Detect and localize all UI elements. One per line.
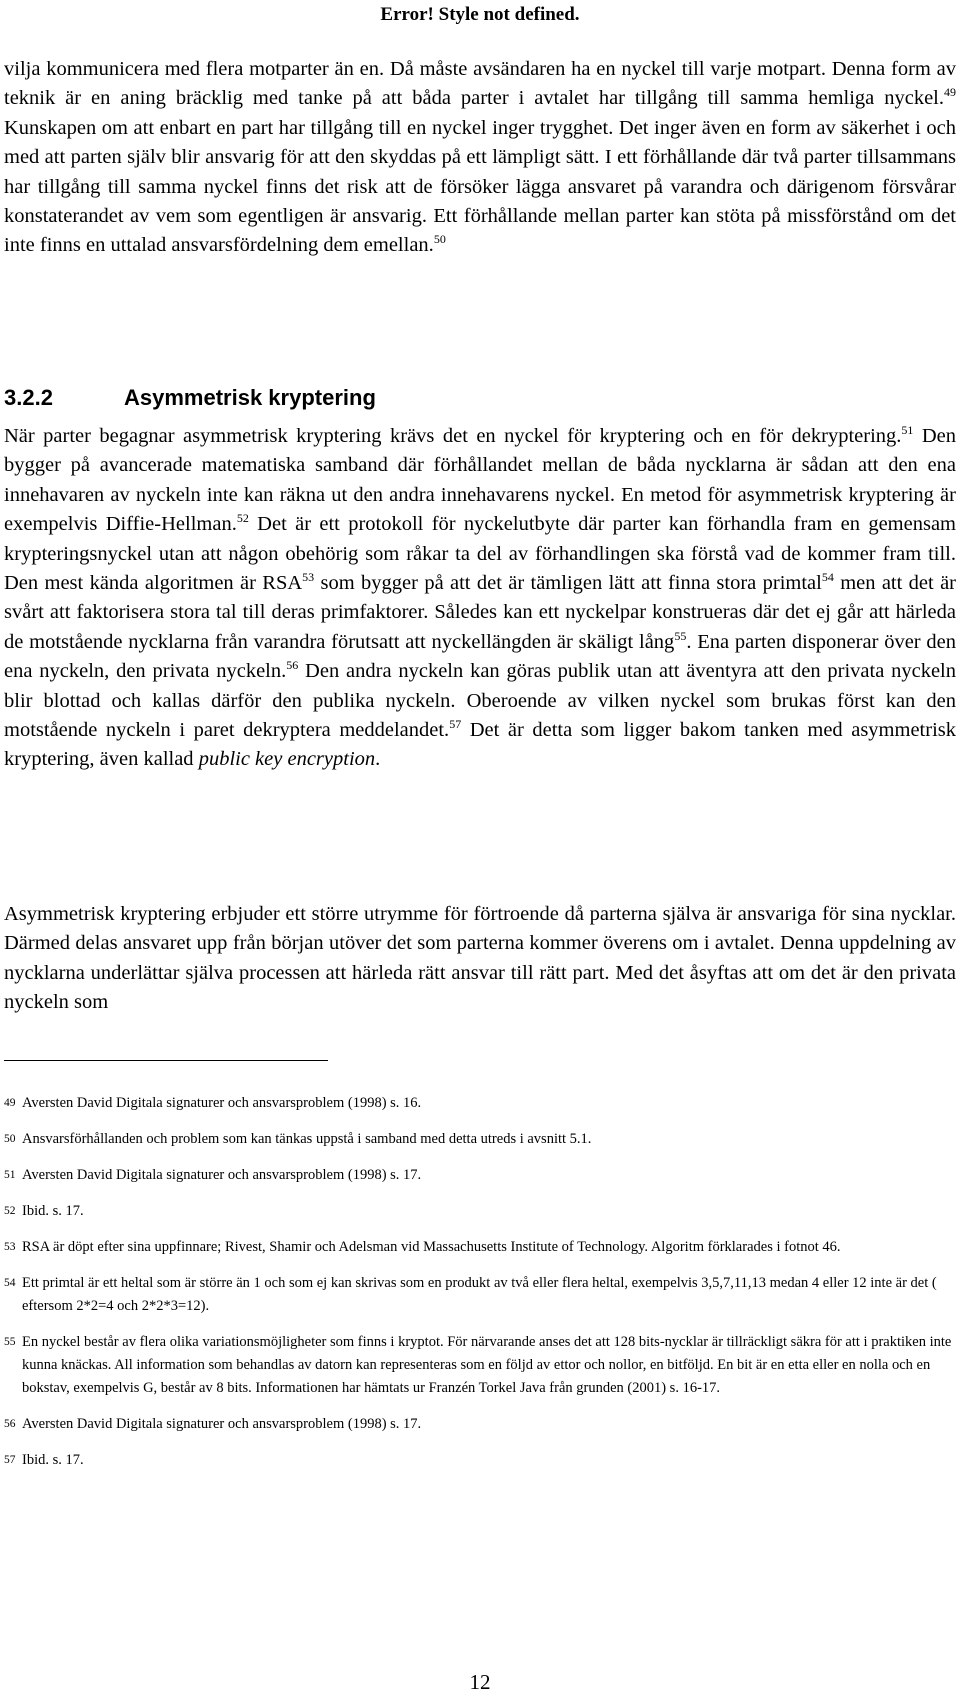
section-title: Asymmetrisk kryptering: [124, 385, 376, 410]
footnote-divider: [4, 1060, 328, 1061]
footnote-number: 53: [4, 1241, 16, 1253]
footnote-item: [4, 1331, 956, 1400]
footnote-item: [4, 1236, 956, 1259]
paragraph-text: Det är ett protokoll för nyckelutbyte där parter kan förhandla fram en gemensam krypteringsnyckel utan att någon obehörig som råkar ta del av förhandlingen ska förstå vad de kommer fram till. Den mest kända algoritmen är RSA: [4, 513, 957, 595]
footnote-item: [4, 1200, 956, 1223]
footnote-number: 49: [4, 1097, 16, 1109]
footnote-text: Ansvarsförhållanden och problem som kan tänkas uppstå i samband med detta utreds i avsnitt 5.1.: [22, 1131, 592, 1147]
footnote-number: 54: [4, 1277, 16, 1289]
footnote-text: Ibid. s. 17.: [22, 1452, 84, 1468]
paragraph-text: som bygger på att det är tämligen lätt att finna stora primtal: [314, 572, 822, 595]
footnote-item: [4, 1164, 956, 1187]
paragraph-text: men att det är svårt att faktorisera stora tal till deras primfaktorer. Således kan ett nyckelpar konstrueras där det ej går att härleda de motstående nycklarna från varandra förutsatt att nyckellängden är skäligt lång: [4, 572, 956, 653]
paragraph-text: . Ena parten disponerar över den ena nyckeln, den privata nyckeln.: [4, 630, 956, 683]
footnote-ref[interactable]: 55: [674, 629, 687, 644]
footnote-text: Ibid. s. 17.: [22, 1203, 84, 1219]
paragraph-text: När parter begagnar asymmetrisk kryptering krävs det en nyckel för kryptering och en för dekryptering.: [4, 425, 902, 447]
paragraph-text: Kunskapen om att enbart en part har tillgång till en nyckel inger trygghet. Det inger även en form av säkerhet i och med att parten själv blir ansvarig för att den skyddas på ett lämpligt sätt. I ett förhållande där två parter tillsammans har tillgång till samma nyckel finns det risk att de försöker lägga ansvaret på varandra och därigenom försvårar konstaterandet av vem som egentligen är ansvarig. Ett förhållande mellan parter kan stöta på missförstånd om det inte finns en uttalad ansvarsfördelning dem emellan.: [4, 116, 956, 257]
footnote-ref[interactable]: 51: [901, 423, 914, 438]
footnote-item: [4, 1092, 956, 1115]
paragraph-text: vilja kommunicera med flera motparter än en. Då måste avsändaren ha en nyckel till varje motpart. Denna form av teknik är en aning bräcklig med tanke på att båda parter i avtalet har tillgång till samma hemliga nyckel.: [4, 58, 956, 110]
footnote-number: 56: [4, 1418, 16, 1430]
footnote-item: [4, 1128, 956, 1151]
footnote-item: [4, 1449, 956, 1472]
footnote-ref[interactable]: 56: [286, 658, 299, 673]
footnote-ref[interactable]: 52: [236, 511, 249, 526]
footnote-ref[interactable]: 49: [944, 85, 956, 100]
footnote-item: [4, 1272, 956, 1318]
paragraph-text: Den andra nyckeln kan göras publik utan att äventyra att den privata nyckeln blir blottad och kallas därför den publika nyckeln. Oberoende av vilken nyckel som brukas först kan den motstående nyckeln i paret dekryptera meddelandet.: [4, 660, 957, 742]
footnote-ref[interactable]: 57: [449, 717, 462, 732]
footnote-text: Ett primtal är ett heltal som är större än 1 och som ej kan skrivas som en produkt av två eller flera heltal, exempelvis 3,5,7,11,13 medan 4 eller 12 inte är det ( eftersom 2*2=4 och 2*2*3=12).: [22, 1275, 937, 1314]
paragraph-text: Asymmetrisk kryptering erbjuder ett större utrymme för förtroende då parterna själva är ansvariga för sina nycklar. Därmed delas ansvaret upp från början utöver det som parterna kommer överens om i avtalet. Denna uppdelning av nycklarna underlättar själva processen att härleda rätt ansvar till rätt part. Med det åsyftas att om det är den privata nyckeln som: [4, 903, 956, 1014]
footnote-number: 51: [4, 1169, 16, 1181]
paragraph-asymmetric: [4, 422, 956, 775]
paragraph-intro: [4, 55, 956, 261]
footnote-text: Aversten David Digitala signaturer och ansvarsproblem (1998) s. 17.: [22, 1416, 422, 1432]
paragraph-text: Det är detta som ligger bakom tanken med asymmetrisk kryptering, även kallad: [4, 719, 956, 771]
footnote-ref[interactable]: 53: [302, 570, 315, 585]
footnote-number: 52: [4, 1205, 16, 1217]
page-header: Error! Style not defined.: [380, 4, 580, 25]
footnote-ref[interactable]: 50: [433, 232, 446, 247]
paragraph-text: Den bygger på avancerade matematiska samband där förhållandet mellan de båda nycklarna är sådan att den ena innehavaren av nyckeln inte kan räkna ut den andra innehavarens nyckel. En metod för asymmetrisk kryptering är exempelvis Diffie-Hellman.: [4, 425, 956, 536]
section-heading: [4, 382, 944, 414]
footnote-text: En nyckel består av flera olika variationsmöjligheter som finns i kryptot. För närvarande anses det att 128 bits-nycklar är tillräckligt säkra för att i praktiken inte kunna knäckas. All information som behandlas av datorn kan representeras som en följd av ettor och nollor, en bitföljd. En bit är en etta eller en nolla och en bokstav, exempelvis G, består av 8 bits. Informationen har hämtats ur Franzén Torkel Java från grunden (2001) s. 16-17.: [22, 1334, 952, 1396]
paragraph-trust: [4, 900, 956, 1018]
footnote-item: [4, 1413, 956, 1436]
page-number: 12: [469, 1670, 491, 1694]
footnote-number: 55: [4, 1336, 16, 1348]
paragraph-text: .: [375, 748, 381, 771]
section-number: 3.2.2: [4, 385, 53, 410]
footnote-ref[interactable]: 54: [821, 570, 834, 585]
footnote-number: 57: [4, 1454, 16, 1466]
footnote-text: RSA är döpt efter sina uppfinnare; Rivest, Shamir och Adelsman vid Massachusetts Institute of Technology. Algoritm förklarades i fotnot 46.: [22, 1239, 841, 1255]
italic-term: public key encryption: [198, 748, 376, 771]
footnote-text: Aversten David Digitala signaturer och ansvarsproblem (1998) s. 16.: [22, 1095, 422, 1111]
footnote-number: 50: [4, 1133, 16, 1145]
footnotes: [4, 1092, 956, 1485]
footnote-text: Aversten David Digitala signaturer och ansvarsproblem (1998) s. 17.: [22, 1167, 422, 1183]
